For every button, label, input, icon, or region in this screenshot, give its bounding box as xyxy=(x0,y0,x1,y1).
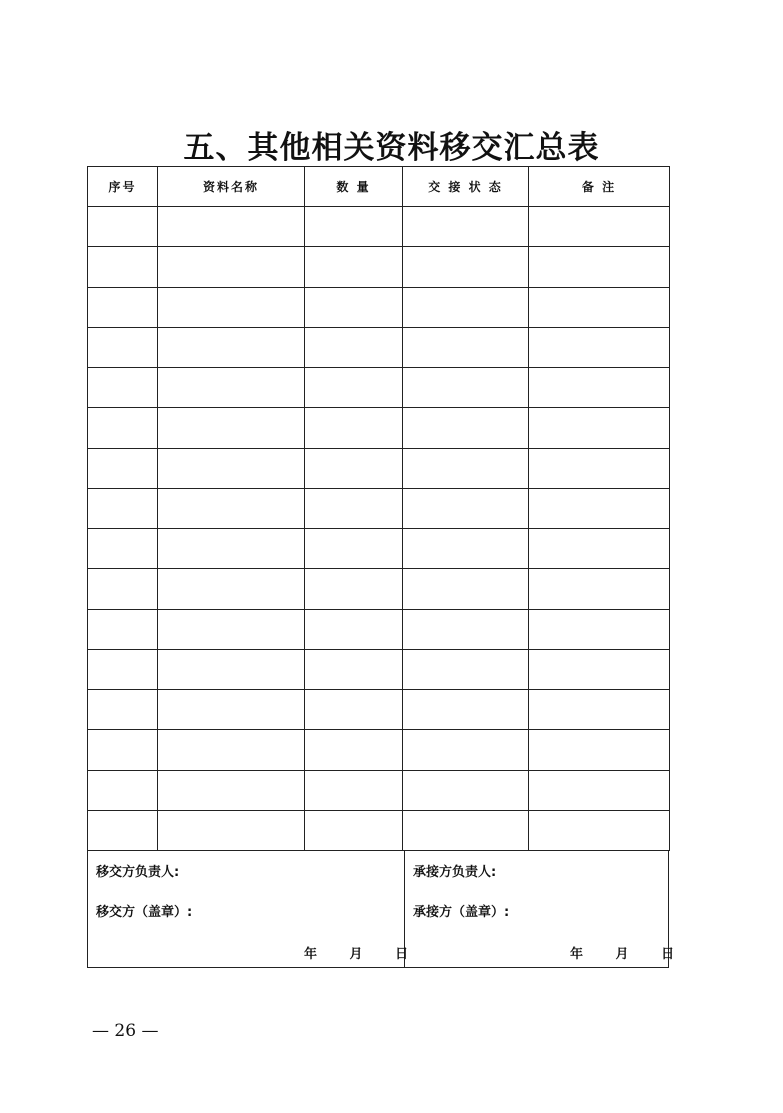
table-cell xyxy=(88,287,158,327)
table-cell xyxy=(305,529,403,569)
table-cell xyxy=(158,609,305,649)
signature-area xyxy=(87,851,675,968)
table-cell xyxy=(529,488,670,528)
table-cell xyxy=(88,649,158,689)
table-cell xyxy=(403,287,529,327)
table-cell xyxy=(403,247,529,287)
table-cell xyxy=(88,368,158,408)
table-cell xyxy=(305,327,403,367)
table-cell xyxy=(158,408,305,448)
receiver-person-label: 承接方负责人: xyxy=(413,865,497,880)
table-row xyxy=(88,327,670,367)
table-cell xyxy=(403,730,529,770)
table-cell xyxy=(158,247,305,287)
handover-summary-table xyxy=(87,166,670,851)
col-header-remarks: 备 注 xyxy=(529,167,670,207)
table-row xyxy=(88,287,670,327)
table-row xyxy=(88,730,670,770)
month-label: 月 xyxy=(349,947,363,962)
table-cell xyxy=(305,649,403,689)
table-cell xyxy=(158,327,305,367)
table-cell xyxy=(158,730,305,770)
table-cell xyxy=(158,690,305,730)
table-header-row xyxy=(88,167,670,207)
table-row xyxy=(88,488,670,528)
table-row xyxy=(88,207,670,247)
day-label: 日 xyxy=(661,947,675,962)
table-cell xyxy=(88,810,158,850)
table-row xyxy=(88,649,670,689)
table-cell xyxy=(529,690,670,730)
table-cell xyxy=(529,368,670,408)
table-cell xyxy=(403,810,529,850)
day-label: 日 xyxy=(395,947,409,962)
receiver-date xyxy=(570,943,674,962)
table-cell xyxy=(158,770,305,810)
col-header-handover-status: 交 接 状 态 xyxy=(403,167,529,207)
table-cell xyxy=(88,609,158,649)
table-cell xyxy=(305,488,403,528)
col-header-quantity: 数 量 xyxy=(305,167,403,207)
table-cell xyxy=(158,569,305,609)
table-cell xyxy=(88,730,158,770)
table-cell xyxy=(158,448,305,488)
table-cell xyxy=(305,408,403,448)
table-cell xyxy=(403,327,529,367)
table-cell xyxy=(158,207,305,247)
year-label: 年 xyxy=(304,947,318,962)
table-cell xyxy=(305,448,403,488)
table-cell xyxy=(305,247,403,287)
table-body xyxy=(88,207,670,851)
table-cell xyxy=(88,207,158,247)
table-cell xyxy=(403,488,529,528)
table-cell xyxy=(529,770,670,810)
table-cell xyxy=(403,649,529,689)
table-cell xyxy=(305,810,403,850)
table-cell xyxy=(529,448,670,488)
table-row xyxy=(88,609,670,649)
table-cell xyxy=(305,609,403,649)
transferor-date xyxy=(304,943,408,962)
table-cell xyxy=(158,368,305,408)
table-cell xyxy=(403,448,529,488)
table-cell xyxy=(305,569,403,609)
table-cell xyxy=(529,327,670,367)
table-cell xyxy=(88,408,158,448)
table-cell xyxy=(88,448,158,488)
table-cell xyxy=(305,368,403,408)
table-cell xyxy=(88,569,158,609)
table-row xyxy=(88,569,670,609)
table-row xyxy=(88,408,670,448)
table-cell xyxy=(529,408,670,448)
table-cell xyxy=(88,488,158,528)
table-cell xyxy=(88,247,158,287)
table-cell xyxy=(305,690,403,730)
table-row xyxy=(88,810,670,850)
table-cell xyxy=(158,287,305,327)
table-cell xyxy=(158,810,305,850)
table-row xyxy=(88,529,670,569)
table-cell xyxy=(88,770,158,810)
table-row xyxy=(88,247,670,287)
table-cell xyxy=(403,408,529,448)
col-header-index: 序号 xyxy=(88,167,158,207)
page-number: — 26 — xyxy=(92,1021,159,1041)
table-cell xyxy=(305,287,403,327)
table-cell xyxy=(529,649,670,689)
month-label: 月 xyxy=(615,947,629,962)
page-title: 五、其他相关资料移交汇总表 xyxy=(183,130,600,166)
table-cell xyxy=(529,529,670,569)
table-row xyxy=(88,448,670,488)
table-row xyxy=(88,368,670,408)
col-header-material-name: 资料名称 xyxy=(158,167,305,207)
table-cell xyxy=(529,730,670,770)
table-cell xyxy=(529,569,670,609)
table-cell xyxy=(88,690,158,730)
table-cell xyxy=(403,207,529,247)
table-cell xyxy=(158,649,305,689)
receiver-seal-label: 承接方（盖章）: xyxy=(413,905,510,920)
table-cell xyxy=(529,609,670,649)
table-cell xyxy=(403,368,529,408)
table-cell xyxy=(529,207,670,247)
table-cell xyxy=(529,247,670,287)
table-cell xyxy=(305,770,403,810)
table-cell xyxy=(403,609,529,649)
year-label: 年 xyxy=(570,947,584,962)
table-cell xyxy=(403,690,529,730)
table-cell xyxy=(403,569,529,609)
table-cell xyxy=(529,810,670,850)
table-cell xyxy=(88,327,158,367)
table-cell xyxy=(403,529,529,569)
transferor-seal-label: 移交方（盖章）: xyxy=(96,905,193,920)
table-cell xyxy=(88,529,158,569)
table-cell xyxy=(158,529,305,569)
table-cell xyxy=(403,770,529,810)
table-cell xyxy=(305,207,403,247)
table-cell xyxy=(158,488,305,528)
table-row xyxy=(88,770,670,810)
transferor-person-label: 移交方负责人: xyxy=(96,865,180,880)
table-cell xyxy=(305,730,403,770)
table-cell xyxy=(529,287,670,327)
table-row xyxy=(88,690,670,730)
